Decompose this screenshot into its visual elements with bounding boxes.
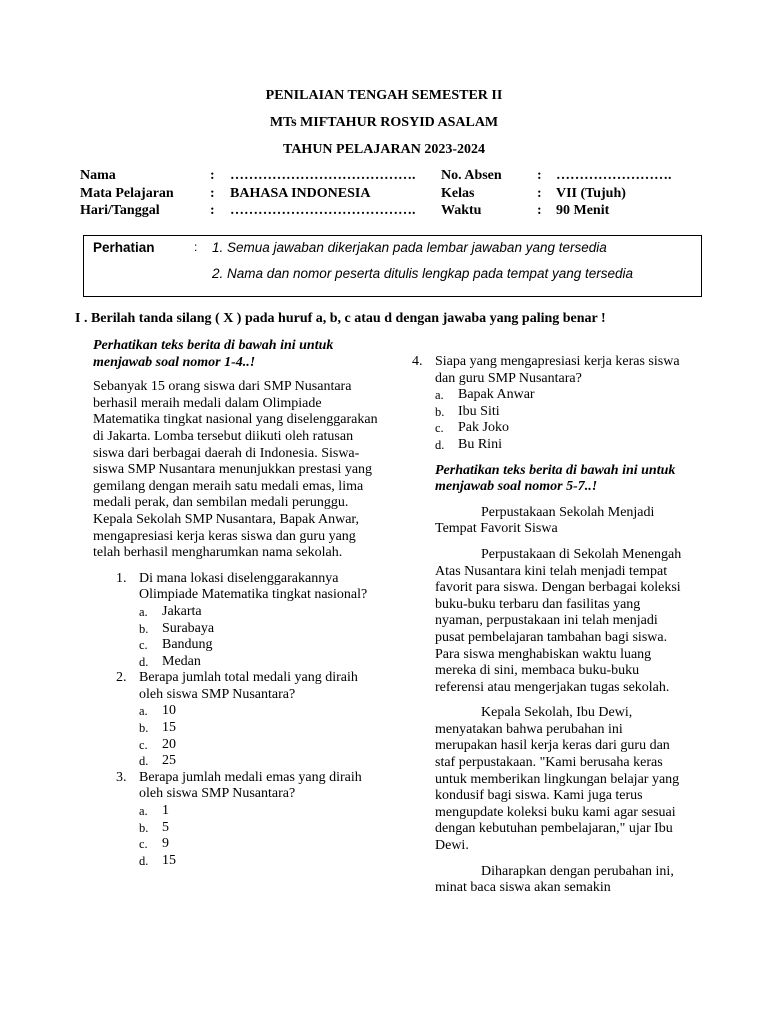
- absen-field[interactable]: …………………….: [556, 168, 672, 183]
- school-name: MTs MIFTAHUR ROSYID ASALAM: [269, 115, 499, 130]
- info-label: Kelas: [441, 185, 475, 201]
- name-field[interactable]: ………………………………….: [230, 168, 416, 183]
- info-label: Nama: [80, 168, 116, 183]
- option-d[interactable]: d. 25: [139, 753, 176, 769]
- question-4: [412, 354, 685, 454]
- left-column: [93, 338, 383, 869]
- question-3: [93, 770, 383, 870]
- option-d[interactable]: d. 15: [139, 852, 176, 868]
- news-headline: Perpustakaan Sekolah Menjadi Tempat Favorit Siswa: [435, 504, 655, 537]
- info-colon: :: [537, 168, 542, 183]
- option-c[interactable]: c. 9: [139, 836, 169, 852]
- section-title: I . Berilah tanda silang ( X ) pada huruf a, b, c atau d dengan jawaba yang paling benar !: [75, 311, 606, 326]
- info-colon: :: [210, 203, 215, 218]
- option-a[interactable]: a. Bapak Anwar: [435, 387, 535, 403]
- instructions-colon: :: [194, 240, 198, 254]
- option-c[interactable]: c. 20: [139, 736, 176, 752]
- class-value: VII (Tujuh): [556, 185, 626, 201]
- option-d[interactable]: d. Medan: [139, 653, 201, 669]
- news-paragraph: Diharapkan dengan perubahan ini, minat baca siswa akan semakin: [435, 863, 674, 896]
- news-paragraph: Kepala Sekolah, Ibu Dewi, menyatakan bahwa perubahan ini merupakan hasil kerja keras dari guru dan staf perpustakaan. "Kami berusaha keras untuk memberikan lingkungan belajar yang kondusif bagi siswa. Kami juga terus mengupdate koleksi buku kami agar sesuai dengan kebutuhan pembelajaran," ujar Ibu Dewi.: [435, 705, 680, 854]
- info-label: Waktu: [441, 203, 482, 218]
- question-2: [93, 670, 383, 770]
- option-b[interactable]: b. 15: [139, 720, 176, 736]
- question-text: Siapa yang mengapresiasi kerja keras siswa dan guru SMP Nusantara?: [435, 354, 680, 386]
- news-paragraph: Perpustakaan di Sekolah Menengah Atas Nusantara kini telah menjadi tempat favorit para siswa. Dengan berbagai koleksi buku-buku terbaru dan fasilitas yang nyaman, perpustakaan ini telah menjadi pusat pembelajaran tambahan bagi siswa. Para siswa menghabiskan waktu luang mereka di sini, membaca buku-buku referensi atau mengerjakan tugas sekolah.: [435, 546, 682, 695]
- option-a[interactable]: a. Jakarta: [139, 603, 202, 619]
- info-label: No. Absen: [441, 168, 502, 183]
- option-b[interactable]: b. Surabaya: [139, 620, 215, 636]
- option-a[interactable]: a. 10: [139, 703, 176, 719]
- question-number: 2.: [116, 670, 127, 686]
- instruction-1: 1. Semua jawaban dikerjakan pada lembar jawaban yang tersedia: [212, 240, 607, 255]
- option-d[interactable]: d. Bu Rini: [435, 436, 502, 452]
- question-number: 1.: [116, 570, 127, 586]
- question-number: 3.: [116, 769, 127, 785]
- option-c[interactable]: c. Bandung: [139, 637, 213, 653]
- academic-year: TAHUN PELAJARAN 2023-2024: [283, 142, 485, 157]
- passage-intro: Perhatikan teks berita di bawah ini untuk menjawab soal nomor 5-7..!: [435, 462, 676, 495]
- info-colon: :: [210, 185, 215, 201]
- instructions-box: [83, 235, 702, 297]
- info-colon: :: [537, 203, 542, 218]
- option-b[interactable]: b. 5: [139, 819, 169, 835]
- instruction-2: 2. Nama dan nomor peserta ditulis lengkap pada tempat yang tersedia: [212, 266, 634, 281]
- student-info-table: [80, 168, 720, 221]
- info-colon: :: [210, 168, 215, 183]
- time-value: 90 Menit: [556, 203, 610, 218]
- info-label: Hari/Tanggal: [80, 203, 160, 218]
- info-row: [80, 186, 720, 204]
- news-passage: Sebanyak 15 orang siswa dari SMP Nusantara berhasil meraih medali dalam Olimpiade Matematika tingkat nasional yang diselenggarakan di Jakarta. Lomba tersebut diikuti oleh ratusan siswa dari berbagai daerah di Indonesia. Siswa-siswa SMP Nusantara menunjukkan prestasi yang gemilang dengan meraih satu medali emas, lima medali perak, dan sembilan medali perunggu. Kepala Sekolah SMP Nusantara, Bapak Anwar, mengapresiasi kerja keras siswa dan guru yang telah berhasil mengharumkan nama sekolah.: [93, 379, 378, 561]
- info-label: Mata Pelajaran: [80, 185, 174, 201]
- info-colon: :: [537, 185, 542, 201]
- question-number: 4.: [412, 354, 423, 369]
- info-row: [80, 203, 720, 221]
- right-column: [412, 354, 685, 897]
- option-b[interactable]: b. Ibu Siti: [435, 403, 500, 419]
- passage-intro: Perhatikan teks berita di bawah ini untuk menjawab soal nomor 1-4..!: [93, 338, 334, 370]
- date-field[interactable]: ………………………………….: [230, 203, 416, 218]
- question-text: Berapa jumlah medali emas yang diraih oleh siswa SMP Nusantara?: [139, 769, 362, 802]
- info-row: [80, 168, 720, 186]
- question-1: [93, 571, 383, 671]
- option-a[interactable]: a. 1: [139, 803, 169, 819]
- instructions-label: Perhatian: [93, 240, 155, 255]
- question-text: Berapa jumlah total medali yang diraih oleh siswa SMP Nusantara?: [139, 670, 358, 702]
- question-text: Di mana lokasi diselenggarakannya Olimpiade Matematika tingkat nasional?: [139, 570, 368, 603]
- subject-value: BAHASA INDONESIA: [230, 185, 371, 201]
- option-c[interactable]: c. Pak Joko: [435, 420, 509, 436]
- exam-title: PENILAIAN TENGAH SEMESTER II: [265, 88, 503, 103]
- question-list: [93, 571, 383, 870]
